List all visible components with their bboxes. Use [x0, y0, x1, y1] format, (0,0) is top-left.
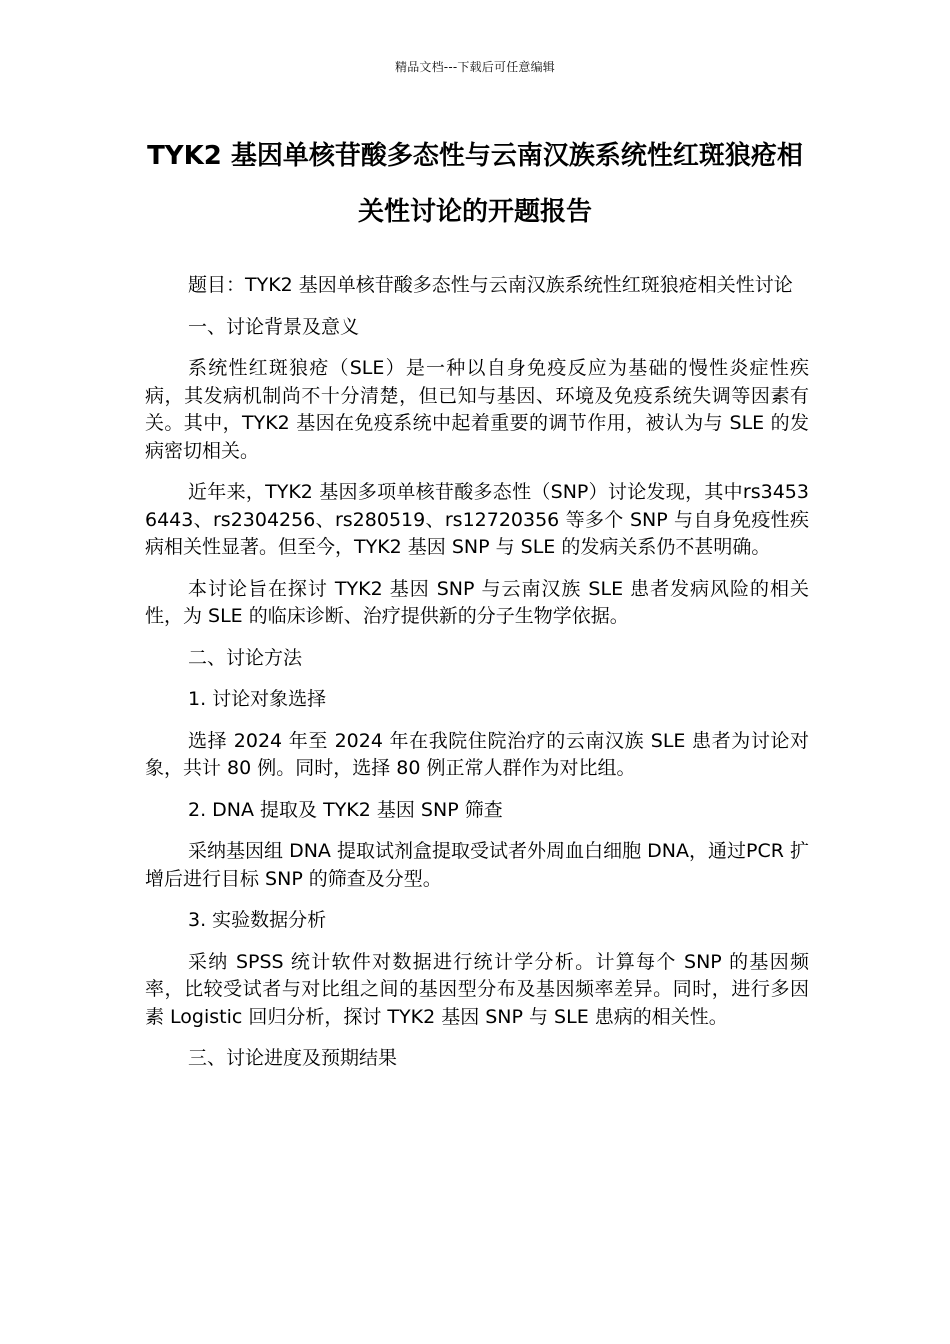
subsection-heading-subjects: 1. 讨论对象选择: [188, 688, 327, 710]
document-body: [145, 272, 809, 1087]
analysis-paragraph: 采纳 SPSS 统计软件对数据进行统计学分析。计算每个 SNP 的基因频率，比较受试者与对比组之间的基因型分布及基因频率差异。同时，进行多因素 Logistic 回归分析，探讨 TYK2 基因 SNP 与 SLE 患病的相关性。: [145, 950, 809, 1028]
subsection-heading-dna: 2. DNA 提取及 TYK2 基因 SNP 筛查: [188, 798, 503, 821]
section-heading-background: 一、讨论背景及意义: [188, 315, 360, 338]
subjects-paragraph: 选择 2024 年至 2024 年在我院住院治疗的云南汉族 SLE 患者为讨论对象，共计 80 例。同时，选择 80 例正常人群作为对比组。: [145, 729, 809, 779]
background-paragraph-2: 近年来，TYK2 基因多项单核苷酸多态性（SNP）讨论发现，其中rs34536443、rs2304256、rs280519、rs12720356 等多个 SNP 与自身免疫性疾病相关性显著。但至今，TYK2 基因 SNP 与 SLE 的发病关系仍不甚明确。: [145, 481, 809, 558]
document-title: TYK2 基因单核苷酸多态性与云南汉族系统性红斑狼疮相关性讨论的开题报告: [147, 141, 803, 227]
background-paragraph-1: 系统性红斑狼疮（SLE）是一种以自身免疫反应为基础的慢性炎症性疾病，其发病机制尚不十分清楚，但已知与基因、环境及免疫系统失调等因素有关。其中，TYK2 基因在免疫系统中起着重要的调节作用，被认为与 SLE 的发病密切相关。: [145, 357, 809, 462]
subsection-heading-analysis: 3. 实验数据分析: [188, 909, 327, 931]
topic-paragraph: 题目：TYK2 基因单核苷酸多态性与云南汉族系统性红斑狼疮相关性讨论: [188, 274, 793, 296]
background-paragraph-3: 本讨论旨在探讨 TYK2 基因 SNP 与云南汉族 SLE 患者发病风险的相关性，为 SLE 的临床诊断、治疗提供新的分子生物学依据。: [145, 577, 809, 627]
section-heading-methods: 二、讨论方法: [188, 646, 303, 669]
header-note: 精品文档---下载后可任意编辑: [395, 60, 555, 74]
dna-paragraph: 采纳基因组 DNA 提取试剂盒提取受试者外周血白细胞 DNA，通过PCR 扩增后进行目标 SNP 的筛查及分型。: [145, 840, 809, 890]
section-heading-progress: 三、讨论进度及预期结果: [188, 1047, 398, 1069]
